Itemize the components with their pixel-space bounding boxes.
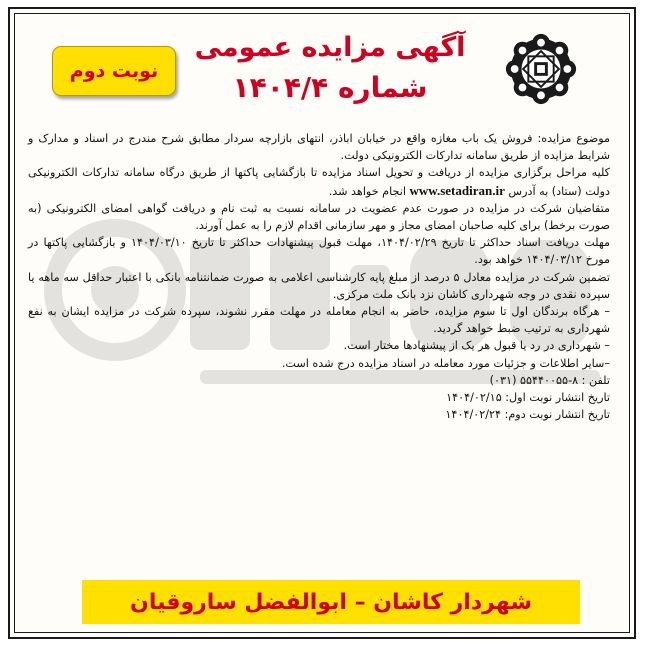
rejection-paragraph: – شهرداری در رد یا قبول هر یک از پیشنهادها مختار است. [343, 339, 610, 353]
title-line-1: آگهی مزایده عمومی [194, 32, 466, 63]
setad-url-link[interactable]: www.setadiran.ir [409, 182, 505, 198]
kashan-municipality-emblem-icon [502, 30, 580, 108]
second-publish-date: تاریخ انتشار نوبت دوم: ۱۴۰۴/۰۲/۲۴ [445, 408, 610, 422]
deadlines-paragraph: مهلت دریافت اسناد حداکثر تا تاریخ ۱۴۰۴/۰۲/۲۹، مهلت قبول پیشنهادات حداکثر تا تاریخ ۱۴۰۴/۰۳/۱۰ و بازگشایی پاکتها در مورخ ۱۴۰۴/۰۳/۱۲ خواهد بود. [28, 236, 611, 267]
subject-paragraph: موضوع مزایده: فروش یک باب مغازه واقع در خیابان اباذر، انتهای بازارچه سردار مطابق شرح مندرج در اسناد و مدارک و شرایط مزایده از طریق سامانه تدارکات الکترونیکی دولت. [28, 132, 610, 163]
first-publish-date: تاریخ انتشار نوبت اول: ۱۴۰۴/۰۲/۱۵ [446, 391, 610, 405]
process-text: کلیه مراحل برگزاری مزایده از دریافت و تحویل اسناد مزایده تا بازگشایی پاکتها از طریق درگاه سامانه تدارکات الکترونیکی دولت (ستاد) به آدرس [28, 166, 610, 198]
guarantee-paragraph: تضمین شرکت در مزایده معادل ۵ درصد از مبلغ پایه کارشناسی اعلامی به صورت ضمانتنامه بانکی با اعتبار حداقل سه ماهه یا سپرده نقدی در وجه شهرداری کاشان نزد بانک ملت مرکزی. [28, 270, 610, 301]
details-paragraph: –سایر اطلاعات و جزئیات مورد معامله در اسناد مزایده درج شده است. [281, 356, 610, 370]
announcement-body [28, 130, 610, 423]
title-line-2: شماره ۱۴۰۴/۴ [232, 71, 428, 104]
phone-line: تلفن : ۸-۵۵۴۴۰۰۵۵ (۰۳۱) [489, 373, 610, 387]
round-badge: نوبت دوم [52, 46, 176, 96]
registration-paragraph: متقاضیان شرکت در مزایده در صورت عدم عضویت در سامانه نسبت به ثبت نام و دریافت گواهی امضای الکترونیکی (به صورت برخط) برای کلیه صاحبان امضای مجاز و مهر سازمانی اقدام لازم را به عمل آورند. [28, 201, 610, 233]
process-paragraph [28, 164, 610, 199]
announcement-title [180, 28, 480, 108]
winners-paragraph: – هرگاه برندگان اول تا سوم مزایده، حاضر به انجام معامله در مهلت مقرر نشوند، سپرده شرکت در مزایده ایشان به نفع شهرداری به ترتیب ضبط خواهد گردید. [28, 305, 610, 336]
process-text-end: انجام خواهد شد. [328, 184, 410, 198]
mayor-signature-banner: شهردار کاشان – ابوالفضل ساروقیان [82, 580, 580, 624]
